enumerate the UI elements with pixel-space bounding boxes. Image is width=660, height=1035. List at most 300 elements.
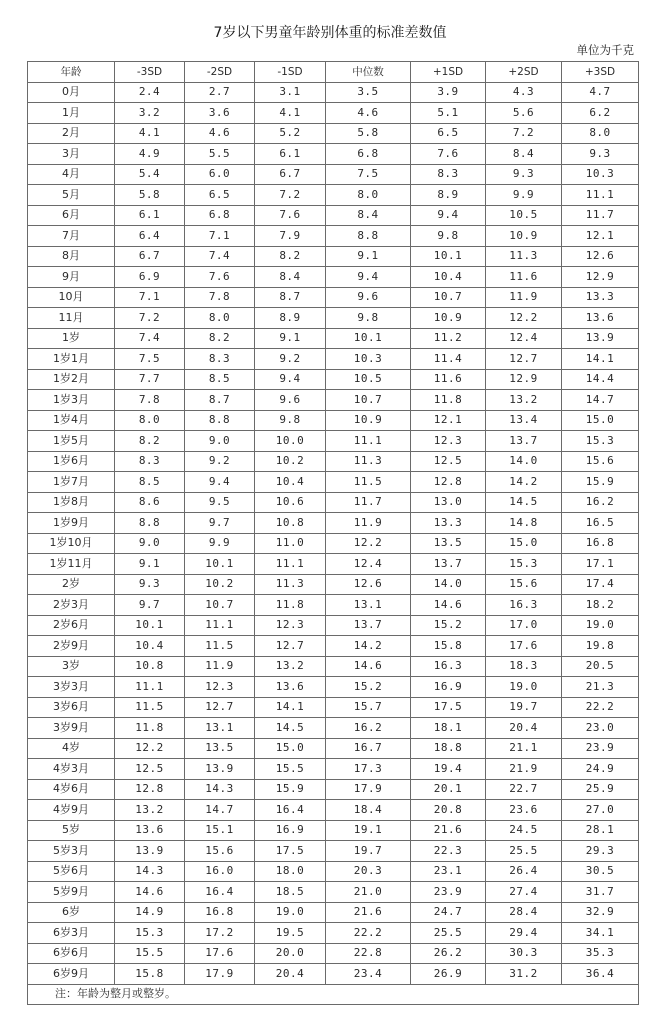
table-row — [28, 226, 639, 247]
age-cell: 5岁 — [28, 820, 115, 841]
table-row — [28, 123, 639, 144]
value-cell: 11.9 — [185, 656, 255, 677]
value-cell: 21.6 — [411, 820, 486, 841]
value-cell: 9.9 — [486, 185, 562, 206]
value-cell: 12.2 — [115, 738, 185, 759]
value-cell: 19.8 — [562, 636, 639, 657]
value-cell: 13.5 — [411, 533, 486, 554]
value-cell: 10.7 — [326, 390, 411, 411]
value-cell: 10.0 — [255, 431, 326, 452]
value-cell: 15.0 — [562, 410, 639, 431]
value-cell: 23.9 — [411, 882, 486, 903]
value-cell: 17.6 — [185, 943, 255, 964]
table-row — [28, 103, 639, 124]
value-cell: 7.2 — [486, 123, 562, 144]
column-header: 年龄 — [28, 62, 115, 83]
table-row — [28, 267, 639, 288]
value-cell: 20.1 — [411, 779, 486, 800]
value-cell: 25.9 — [562, 779, 639, 800]
value-cell: 17.0 — [486, 615, 562, 636]
value-cell: 16.8 — [562, 533, 639, 554]
value-cell: 6.8 — [185, 205, 255, 226]
value-cell: 12.5 — [115, 759, 185, 780]
value-cell: 16.3 — [486, 595, 562, 616]
value-cell: 4.3 — [486, 82, 562, 103]
value-cell: 11.5 — [185, 636, 255, 657]
value-cell: 7.4 — [115, 328, 185, 349]
age-cell: 2月 — [28, 123, 115, 144]
value-cell: 16.4 — [255, 800, 326, 821]
value-cell: 12.3 — [411, 431, 486, 452]
value-cell: 9.8 — [326, 308, 411, 329]
value-cell: 10.7 — [185, 595, 255, 616]
value-cell: 20.8 — [411, 800, 486, 821]
age-cell: 4岁 — [28, 738, 115, 759]
value-cell: 24.5 — [486, 820, 562, 841]
age-cell: 6月 — [28, 205, 115, 226]
table-row — [28, 923, 639, 944]
value-cell: 12.5 — [411, 451, 486, 472]
value-cell: 18.0 — [255, 861, 326, 882]
value-cell: 10.5 — [486, 205, 562, 226]
value-cell: 7.5 — [115, 349, 185, 370]
value-cell: 13.9 — [115, 841, 185, 862]
value-cell: 6.8 — [326, 144, 411, 165]
value-cell: 12.9 — [562, 267, 639, 288]
age-cell: 6岁 — [28, 902, 115, 923]
value-cell: 13.2 — [115, 800, 185, 821]
value-cell: 10.9 — [486, 226, 562, 247]
value-cell: 9.4 — [185, 472, 255, 493]
value-cell: 10.1 — [326, 328, 411, 349]
value-cell: 8.9 — [411, 185, 486, 206]
table-row — [28, 144, 639, 165]
column-header: -2SD — [185, 62, 255, 83]
value-cell: 12.7 — [185, 697, 255, 718]
value-cell: 8.7 — [185, 390, 255, 411]
value-cell: 10.3 — [562, 164, 639, 185]
value-cell: 7.2 — [255, 185, 326, 206]
value-cell: 9.6 — [326, 287, 411, 308]
value-cell: 13.3 — [411, 513, 486, 534]
table-row — [28, 82, 639, 103]
value-cell: 15.9 — [255, 779, 326, 800]
value-cell: 12.4 — [326, 554, 411, 575]
value-cell: 8.0 — [562, 123, 639, 144]
table-row — [28, 431, 639, 452]
value-cell: 10.2 — [185, 574, 255, 595]
age-cell: 2岁3月 — [28, 595, 115, 616]
value-cell: 2.4 — [115, 82, 185, 103]
value-cell: 12.8 — [115, 779, 185, 800]
value-cell: 5.1 — [411, 103, 486, 124]
unit-label: 单位为千克 — [576, 43, 634, 57]
value-cell: 30.3 — [486, 943, 562, 964]
value-cell: 11.2 — [411, 328, 486, 349]
value-cell: 8.4 — [326, 205, 411, 226]
value-cell: 18.2 — [562, 595, 639, 616]
table-row — [28, 492, 639, 513]
value-cell: 12.1 — [562, 226, 639, 247]
value-cell: 25.5 — [411, 923, 486, 944]
value-cell: 15.8 — [115, 964, 185, 985]
value-cell: 8.3 — [185, 349, 255, 370]
value-cell: 30.5 — [562, 861, 639, 882]
table-row — [28, 759, 639, 780]
value-cell: 9.5 — [185, 492, 255, 513]
table-row — [28, 287, 639, 308]
value-cell: 11.1 — [255, 554, 326, 575]
age-cell: 6岁6月 — [28, 943, 115, 964]
table-row — [28, 410, 639, 431]
value-cell: 13.7 — [486, 431, 562, 452]
value-cell: 14.0 — [411, 574, 486, 595]
value-cell: 8.2 — [115, 431, 185, 452]
value-cell: 12.3 — [185, 677, 255, 698]
value-cell: 11.5 — [326, 472, 411, 493]
value-cell: 9.8 — [255, 410, 326, 431]
table-row — [28, 615, 639, 636]
value-cell: 10.4 — [411, 267, 486, 288]
value-cell: 13.1 — [185, 718, 255, 739]
value-cell: 8.8 — [185, 410, 255, 431]
value-cell: 19.5 — [255, 923, 326, 944]
value-cell: 14.7 — [185, 800, 255, 821]
value-cell: 9.7 — [115, 595, 185, 616]
value-cell: 17.5 — [255, 841, 326, 862]
table-row — [28, 390, 639, 411]
value-cell: 12.2 — [486, 308, 562, 329]
value-cell: 16.9 — [255, 820, 326, 841]
age-cell: 1岁8月 — [28, 492, 115, 513]
value-cell: 17.1 — [562, 554, 639, 575]
value-cell: 15.0 — [486, 533, 562, 554]
value-cell: 21.1 — [486, 738, 562, 759]
value-cell: 11.7 — [326, 492, 411, 513]
age-cell: 5岁3月 — [28, 841, 115, 862]
value-cell: 4.6 — [326, 103, 411, 124]
value-cell: 6.4 — [115, 226, 185, 247]
table-row — [28, 677, 639, 698]
age-cell: 6岁9月 — [28, 964, 115, 985]
value-cell: 23.9 — [562, 738, 639, 759]
value-cell: 15.0 — [255, 738, 326, 759]
value-cell: 17.5 — [411, 697, 486, 718]
value-cell: 11.1 — [115, 677, 185, 698]
value-cell: 8.0 — [185, 308, 255, 329]
value-cell: 7.6 — [185, 267, 255, 288]
value-cell: 5.6 — [486, 103, 562, 124]
age-cell: 1岁5月 — [28, 431, 115, 452]
value-cell: 13.9 — [562, 328, 639, 349]
value-cell: 19.0 — [486, 677, 562, 698]
value-cell: 19.0 — [562, 615, 639, 636]
value-cell: 10.8 — [115, 656, 185, 677]
table-note-row — [28, 984, 639, 1005]
value-cell: 22.2 — [562, 697, 639, 718]
value-cell: 13.2 — [255, 656, 326, 677]
age-cell: 3岁 — [28, 656, 115, 677]
value-cell: 12.4 — [486, 328, 562, 349]
age-cell: 9月 — [28, 267, 115, 288]
value-cell: 5.8 — [326, 123, 411, 144]
age-cell: 1岁6月 — [28, 451, 115, 472]
value-cell: 7.9 — [255, 226, 326, 247]
value-cell: 6.9 — [115, 267, 185, 288]
age-cell: 6岁3月 — [28, 923, 115, 944]
value-cell: 15.1 — [185, 820, 255, 841]
value-cell: 4.1 — [115, 123, 185, 144]
value-cell: 12.6 — [562, 246, 639, 267]
age-cell: 1岁4月 — [28, 410, 115, 431]
age-cell: 7月 — [28, 226, 115, 247]
age-cell: 11月 — [28, 308, 115, 329]
value-cell: 10.4 — [115, 636, 185, 657]
value-cell: 16.8 — [185, 902, 255, 923]
value-cell: 29.4 — [486, 923, 562, 944]
value-cell: 14.8 — [486, 513, 562, 534]
value-cell: 3.9 — [411, 82, 486, 103]
value-cell: 14.2 — [486, 472, 562, 493]
value-cell: 8.6 — [115, 492, 185, 513]
value-cell: 23.0 — [562, 718, 639, 739]
value-cell: 14.5 — [255, 718, 326, 739]
value-cell: 8.2 — [185, 328, 255, 349]
value-cell: 15.2 — [411, 615, 486, 636]
value-cell: 7.6 — [255, 205, 326, 226]
age-cell: 8月 — [28, 246, 115, 267]
value-cell: 11.7 — [562, 205, 639, 226]
value-cell: 11.3 — [486, 246, 562, 267]
value-cell: 11.8 — [255, 595, 326, 616]
value-cell: 8.0 — [326, 185, 411, 206]
value-cell: 26.2 — [411, 943, 486, 964]
value-cell: 16.5 — [562, 513, 639, 534]
value-cell: 25.5 — [486, 841, 562, 862]
value-cell: 19.1 — [326, 820, 411, 841]
value-cell: 19.4 — [411, 759, 486, 780]
column-header: 中位数 — [326, 62, 411, 83]
value-cell: 15.5 — [255, 759, 326, 780]
table-row — [28, 533, 639, 554]
value-cell: 10.1 — [411, 246, 486, 267]
value-cell: 16.9 — [411, 677, 486, 698]
value-cell: 5.2 — [255, 123, 326, 144]
value-cell: 11.4 — [411, 349, 486, 370]
table-row — [28, 636, 639, 657]
age-cell: 5岁9月 — [28, 882, 115, 903]
value-cell: 12.8 — [411, 472, 486, 493]
value-cell: 11.6 — [486, 267, 562, 288]
table-row — [28, 595, 639, 616]
value-cell: 23.6 — [486, 800, 562, 821]
age-cell: 3月 — [28, 144, 115, 165]
value-cell: 15.2 — [326, 677, 411, 698]
age-cell: 1岁7月 — [28, 472, 115, 493]
value-cell: 19.7 — [326, 841, 411, 862]
value-cell: 26.9 — [411, 964, 486, 985]
value-cell: 9.1 — [326, 246, 411, 267]
table-row — [28, 451, 639, 472]
table-row — [28, 328, 639, 349]
age-cell: 5月 — [28, 185, 115, 206]
value-cell: 6.0 — [185, 164, 255, 185]
value-cell: 15.8 — [411, 636, 486, 657]
value-cell: 15.9 — [562, 472, 639, 493]
column-header: +3SD — [562, 62, 639, 83]
value-cell: 17.6 — [486, 636, 562, 657]
value-cell: 17.2 — [185, 923, 255, 944]
value-cell: 19.0 — [255, 902, 326, 923]
value-cell: 7.6 — [411, 144, 486, 165]
value-cell: 8.0 — [115, 410, 185, 431]
value-cell: 7.5 — [326, 164, 411, 185]
value-cell: 10.8 — [255, 513, 326, 534]
age-cell: 5岁6月 — [28, 861, 115, 882]
value-cell: 13.4 — [486, 410, 562, 431]
value-cell: 28.4 — [486, 902, 562, 923]
value-cell: 4.6 — [185, 123, 255, 144]
table-note: 注：年龄为整月或整岁。 — [28, 984, 639, 1005]
value-cell: 12.6 — [326, 574, 411, 595]
value-cell: 6.5 — [185, 185, 255, 206]
value-cell: 15.7 — [326, 697, 411, 718]
value-cell: 7.8 — [185, 287, 255, 308]
value-cell: 9.3 — [486, 164, 562, 185]
age-cell: 0月 — [28, 82, 115, 103]
value-cell: 14.1 — [562, 349, 639, 370]
age-cell: 1岁9月 — [28, 513, 115, 534]
table-row — [28, 205, 639, 226]
value-cell: 11.8 — [411, 390, 486, 411]
value-cell: 7.1 — [185, 226, 255, 247]
value-cell: 8.3 — [115, 451, 185, 472]
age-cell: 4岁6月 — [28, 779, 115, 800]
table-row — [28, 902, 639, 923]
column-header: -3SD — [115, 62, 185, 83]
value-cell: 7.1 — [115, 287, 185, 308]
value-cell: 10.1 — [185, 554, 255, 575]
age-cell: 3岁9月 — [28, 718, 115, 739]
value-cell: 9.1 — [255, 328, 326, 349]
value-cell: 16.2 — [562, 492, 639, 513]
table-row — [28, 369, 639, 390]
value-cell: 6.1 — [115, 205, 185, 226]
age-cell: 1岁2月 — [28, 369, 115, 390]
table-row — [28, 513, 639, 534]
value-cell: 13.5 — [185, 738, 255, 759]
value-cell: 17.9 — [185, 964, 255, 985]
value-cell: 4.7 — [562, 82, 639, 103]
value-cell: 16.2 — [326, 718, 411, 739]
value-cell: 31.7 — [562, 882, 639, 903]
age-cell: 3岁3月 — [28, 677, 115, 698]
value-cell: 24.7 — [411, 902, 486, 923]
value-cell: 23.1 — [411, 861, 486, 882]
value-cell: 10.2 — [255, 451, 326, 472]
age-cell: 2岁9月 — [28, 636, 115, 657]
value-cell: 9.3 — [562, 144, 639, 165]
value-cell: 3.6 — [185, 103, 255, 124]
value-cell: 2.7 — [185, 82, 255, 103]
value-cell: 9.7 — [185, 513, 255, 534]
value-cell: 14.7 — [562, 390, 639, 411]
table-row — [28, 164, 639, 185]
value-cell: 12.7 — [255, 636, 326, 657]
table-row — [28, 779, 639, 800]
value-cell: 10.9 — [411, 308, 486, 329]
value-cell: 12.3 — [255, 615, 326, 636]
value-cell: 28.1 — [562, 820, 639, 841]
value-cell: 10.6 — [255, 492, 326, 513]
value-cell: 18.8 — [411, 738, 486, 759]
value-cell: 13.0 — [411, 492, 486, 513]
value-cell: 12.7 — [486, 349, 562, 370]
value-cell: 13.6 — [255, 677, 326, 698]
value-cell: 23.4 — [326, 964, 411, 985]
value-cell: 9.3 — [115, 574, 185, 595]
value-cell: 9.1 — [115, 554, 185, 575]
age-cell: 2岁 — [28, 574, 115, 595]
value-cell: 12.1 — [411, 410, 486, 431]
value-cell: 16.4 — [185, 882, 255, 903]
table-row — [28, 554, 639, 575]
value-cell: 32.9 — [562, 902, 639, 923]
value-cell: 14.2 — [326, 636, 411, 657]
value-cell: 18.3 — [486, 656, 562, 677]
value-cell: 35.3 — [562, 943, 639, 964]
value-cell: 13.6 — [562, 308, 639, 329]
value-cell: 20.3 — [326, 861, 411, 882]
value-cell: 7.4 — [185, 246, 255, 267]
table-row — [28, 861, 639, 882]
table-row — [28, 882, 639, 903]
value-cell: 21.0 — [326, 882, 411, 903]
value-cell: 9.4 — [411, 205, 486, 226]
value-cell: 13.6 — [115, 820, 185, 841]
value-cell: 16.3 — [411, 656, 486, 677]
value-cell: 8.4 — [486, 144, 562, 165]
age-cell: 1岁10月 — [28, 533, 115, 554]
table-row — [28, 656, 639, 677]
value-cell: 36.4 — [562, 964, 639, 985]
value-cell: 12.9 — [486, 369, 562, 390]
value-cell: 9.4 — [326, 267, 411, 288]
value-cell: 7.7 — [115, 369, 185, 390]
value-cell: 5.5 — [185, 144, 255, 165]
value-cell: 9.8 — [411, 226, 486, 247]
value-cell: 15.6 — [562, 451, 639, 472]
value-cell: 11.0 — [255, 533, 326, 554]
value-cell: 11.9 — [326, 513, 411, 534]
value-cell: 11.3 — [326, 451, 411, 472]
table-row — [28, 800, 639, 821]
age-cell: 1月 — [28, 103, 115, 124]
value-cell: 11.5 — [115, 697, 185, 718]
value-cell: 21.3 — [562, 677, 639, 698]
value-cell: 21.6 — [326, 902, 411, 923]
weight-for-age-table — [27, 61, 639, 1005]
value-cell: 11.1 — [562, 185, 639, 206]
table-row — [28, 820, 639, 841]
age-cell: 1岁1月 — [28, 349, 115, 370]
table-row — [28, 697, 639, 718]
value-cell: 27.4 — [486, 882, 562, 903]
value-cell: 15.6 — [185, 841, 255, 862]
age-cell: 1岁 — [28, 328, 115, 349]
value-cell: 20.4 — [486, 718, 562, 739]
value-cell: 6.7 — [115, 246, 185, 267]
